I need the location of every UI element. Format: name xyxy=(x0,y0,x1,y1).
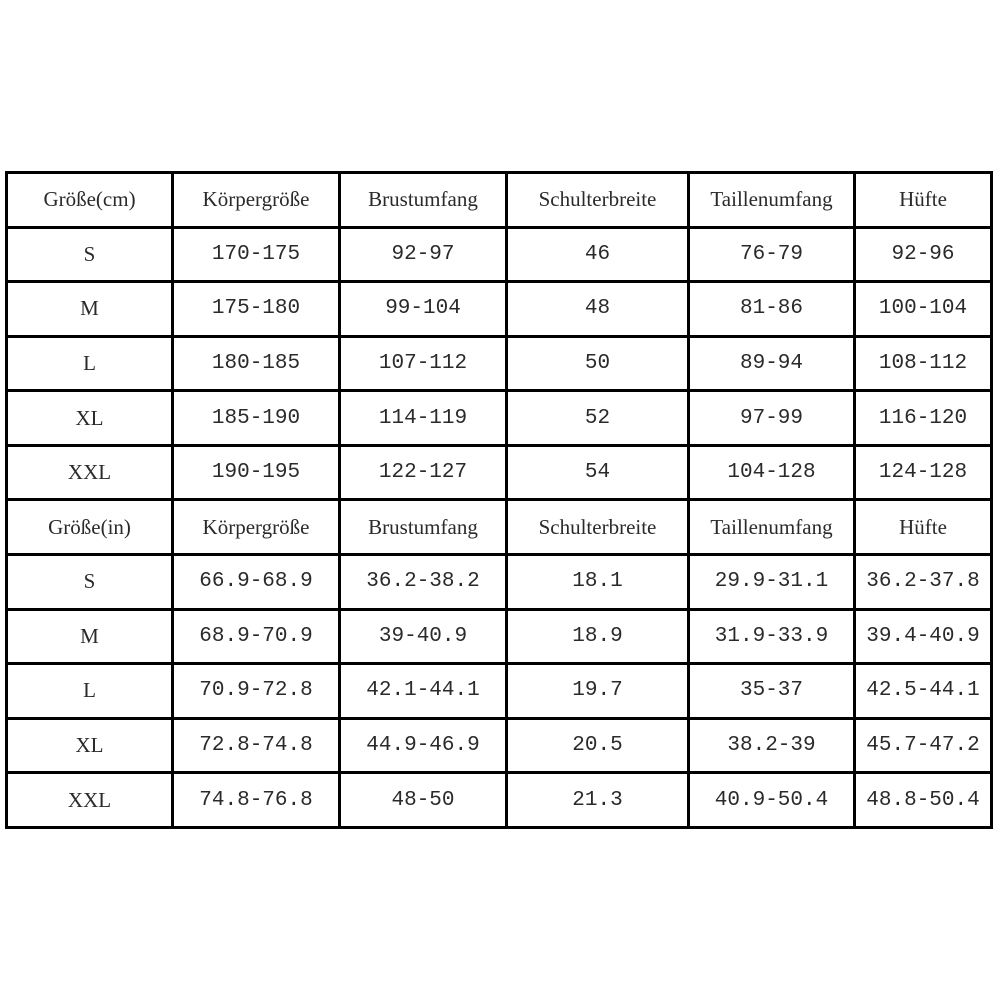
table-cell: 97-99 xyxy=(689,391,855,446)
size-label: M xyxy=(7,282,173,337)
table-cell: 76-79 xyxy=(689,227,855,282)
table-cell: 36.2-37.8 xyxy=(855,555,992,610)
table-cell: 180-185 xyxy=(173,336,340,391)
table-cell: 170-175 xyxy=(173,227,340,282)
table-cell: 42.5-44.1 xyxy=(855,664,992,719)
table-cell: 74.8-76.8 xyxy=(173,773,340,828)
table-cell: 50 xyxy=(507,336,689,391)
table-cell: 114-119 xyxy=(340,391,507,446)
header-cell-hip: Hüfte xyxy=(855,173,992,228)
table-row xyxy=(7,336,992,391)
table-cell: 18.9 xyxy=(507,609,689,664)
table-cell: 68.9-70.9 xyxy=(173,609,340,664)
table-cell: 31.9-33.9 xyxy=(689,609,855,664)
table-row xyxy=(7,718,992,773)
header-cell-chest: Brustumfang xyxy=(340,173,507,228)
table-cell: 39-40.9 xyxy=(340,609,507,664)
table-cell: 39.4-40.9 xyxy=(855,609,992,664)
size-label: S xyxy=(7,227,173,282)
size-chart-table xyxy=(5,171,993,829)
table-cell: 54 xyxy=(507,445,689,500)
header-cell-shoulder: Schulterbreite xyxy=(507,500,689,555)
cm-header-row xyxy=(7,173,992,228)
table-cell: 175-180 xyxy=(173,282,340,337)
table-row xyxy=(7,609,992,664)
in-header-row xyxy=(7,500,992,555)
table-cell: 35-37 xyxy=(689,664,855,719)
table-row xyxy=(7,227,992,282)
header-cell-hip: Hüfte xyxy=(855,500,992,555)
size-label: L xyxy=(7,336,173,391)
table-cell: 48-50 xyxy=(340,773,507,828)
header-cell-body-height: Körpergröße xyxy=(173,173,340,228)
table-row xyxy=(7,391,992,446)
table-cell: 45.7-47.2 xyxy=(855,718,992,773)
table-cell: 190-195 xyxy=(173,445,340,500)
header-cell-size-in: Größe(in) xyxy=(7,500,173,555)
table-cell: 20.5 xyxy=(507,718,689,773)
size-label: XL xyxy=(7,718,173,773)
size-label: L xyxy=(7,664,173,719)
table-cell: 92-96 xyxy=(855,227,992,282)
table-row xyxy=(7,555,992,610)
table-cell: 70.9-72.8 xyxy=(173,664,340,719)
table-cell: 107-112 xyxy=(340,336,507,391)
table-cell: 81-86 xyxy=(689,282,855,337)
table-cell: 29.9-31.1 xyxy=(689,555,855,610)
table-cell: 124-128 xyxy=(855,445,992,500)
table-cell: 185-190 xyxy=(173,391,340,446)
header-cell-size-cm: Größe(cm) xyxy=(7,173,173,228)
size-label: M xyxy=(7,609,173,664)
table-cell: 122-127 xyxy=(340,445,507,500)
header-cell-chest: Brustumfang xyxy=(340,500,507,555)
table-row xyxy=(7,282,992,337)
table-cell: 72.8-74.8 xyxy=(173,718,340,773)
table-cell: 48.8-50.4 xyxy=(855,773,992,828)
table-cell: 66.9-68.9 xyxy=(173,555,340,610)
table-cell: 40.9-50.4 xyxy=(689,773,855,828)
header-cell-waist: Taillenumfang xyxy=(689,173,855,228)
table-cell: 100-104 xyxy=(855,282,992,337)
header-cell-body-height: Körpergröße xyxy=(173,500,340,555)
table-cell: 48 xyxy=(507,282,689,337)
table-cell: 46 xyxy=(507,227,689,282)
table-cell: 44.9-46.9 xyxy=(340,718,507,773)
table-cell: 92-97 xyxy=(340,227,507,282)
table-cell: 19.7 xyxy=(507,664,689,719)
table-row xyxy=(7,664,992,719)
table-cell: 89-94 xyxy=(689,336,855,391)
table-row xyxy=(7,773,992,828)
table-cell: 116-120 xyxy=(855,391,992,446)
table-cell: 42.1-44.1 xyxy=(340,664,507,719)
size-label: XXL xyxy=(7,445,173,500)
size-label: S xyxy=(7,555,173,610)
size-label: XL xyxy=(7,391,173,446)
table-cell: 36.2-38.2 xyxy=(340,555,507,610)
table-cell: 52 xyxy=(507,391,689,446)
header-cell-waist: Taillenumfang xyxy=(689,500,855,555)
table-cell: 104-128 xyxy=(689,445,855,500)
table-cell: 38.2-39 xyxy=(689,718,855,773)
table-row xyxy=(7,445,992,500)
table-cell: 21.3 xyxy=(507,773,689,828)
table-cell: 99-104 xyxy=(340,282,507,337)
table-cell: 18.1 xyxy=(507,555,689,610)
size-label: XXL xyxy=(7,773,173,828)
table-cell: 108-112 xyxy=(855,336,992,391)
header-cell-shoulder: Schulterbreite xyxy=(507,173,689,228)
